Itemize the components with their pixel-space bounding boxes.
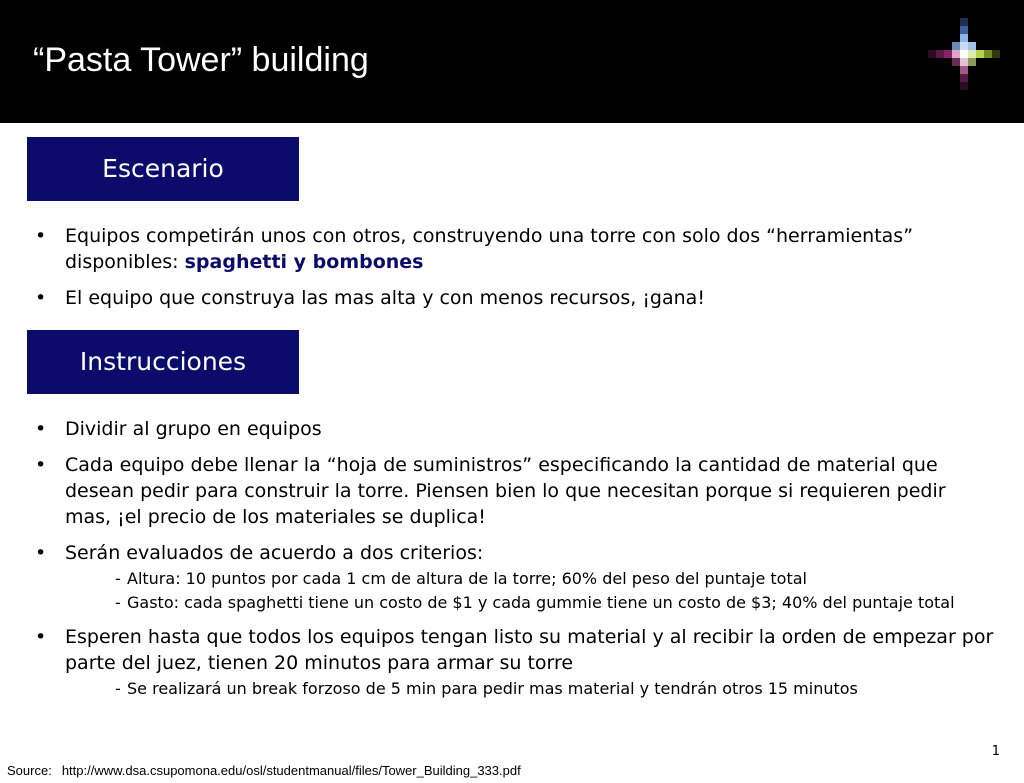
bullet-text: El equipo que construya las mas alta y con menos recursos, ¡gana! [65, 287, 705, 309]
list-item [35, 540, 995, 614]
source-label: Source: [7, 763, 52, 778]
instrucciones-heading: Instrucciones [27, 330, 299, 394]
title-bar [0, 0, 1024, 123]
sub-item: - Altura: 10 puntos por cada 1 cm de altura de la torre; 60% del peso del puntaje total [115, 568, 995, 590]
source-footer [7, 763, 521, 779]
list-item [35, 285, 995, 311]
highlight-text: spaghetti y bombones [184, 251, 424, 273]
bullet-text: Serán evaluados de acuerdo a dos criterios: [65, 542, 484, 564]
slide-title: “Pasta Tower” building [33, 41, 369, 79]
bullet-text: Equipos competirán unos con otros, construyendo una torre con solo dos “herramientas” disponibles: [65, 225, 914, 273]
list-item [35, 416, 995, 442]
list-item [35, 223, 995, 275]
bullet-text: Esperen hasta que todos los equipos tengan listo su material y al recibir la orden de empezar por parte del juez, tienen 20 minutos para armar su torre [65, 626, 994, 674]
sub-item: - Se realizará un break forzoso de 5 min para pedir mas material y tendrán otros 15 minutos [115, 678, 995, 700]
escenario-bullet-list [35, 223, 995, 321]
bullet-text: Cada equipo debe llenar la “hoja de suministros” especificando la cantidad de material que desean pedir para construir la torre. Piensen bien lo que necesitan porque si requieren pedir mas, ¡el precio de los materiales se duplica! [65, 454, 946, 528]
sub-item: - Gasto: cada spaghetti tiene un costo de $1 y cada gummie tiene un costo de $3; 40% del puntaje total [115, 592, 995, 614]
list-item [35, 624, 995, 700]
instrucciones-bullet-list [35, 416, 995, 710]
star-pixel-logo-icon [928, 18, 1000, 90]
escenario-heading: Escenario [27, 137, 299, 201]
page-number: 1 [991, 744, 1000, 759]
source-url: http://www.dsa.csupomona.edu/osl/studentmanual/files/Tower_Building_333.pdf [61, 763, 521, 778]
list-item [35, 452, 995, 530]
bullet-text: Dividir al grupo en equipos [65, 418, 322, 440]
